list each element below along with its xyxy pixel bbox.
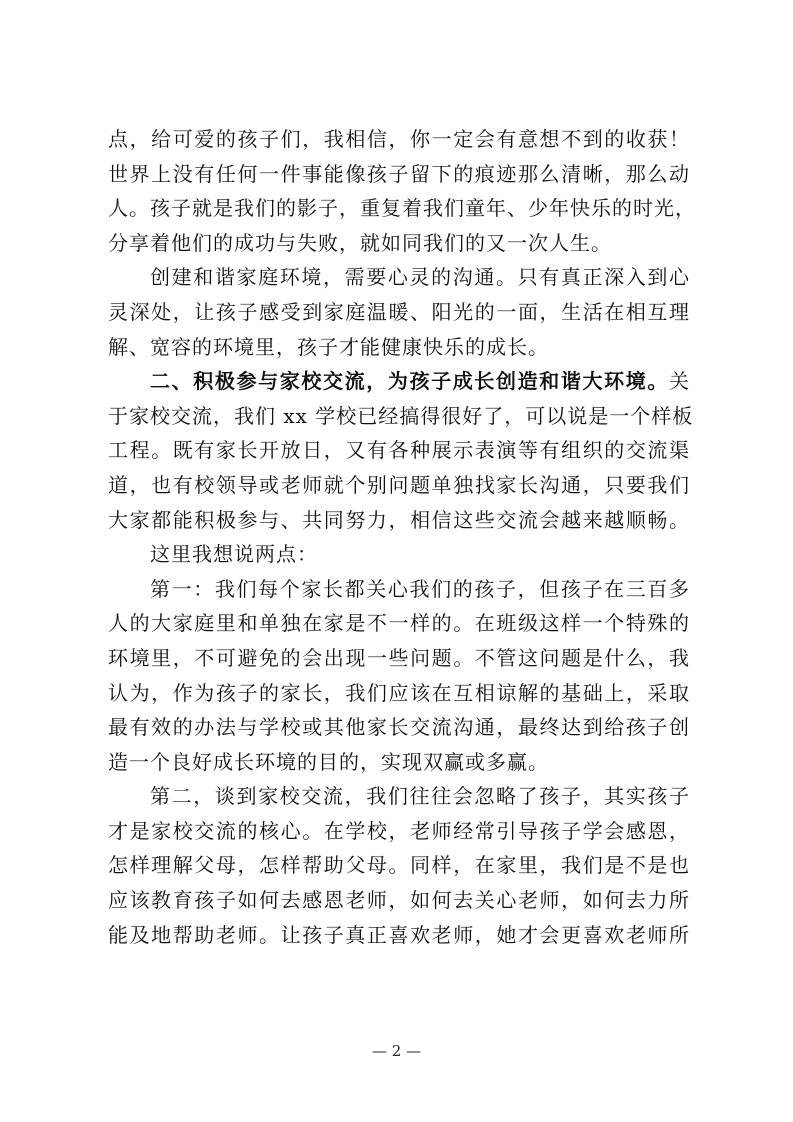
text-line: 第一：我们每个家长都关心我们的孩子，但孩子在三百多 (150, 576, 690, 601)
text-line: 灵深处，让孩子感受到家庭温暖、阳光的一面，生活在相互理 (108, 299, 690, 324)
text-line: 解、宽容的环境里，孩子才能健康快乐的成长。 (108, 334, 549, 359)
text-line: 能及地帮助老师。让孩子真正喜欢老师，她才会更喜欢老师所 (108, 922, 690, 947)
page-number: — 2 — (371, 1042, 422, 1060)
heading-continuation: 关 (669, 369, 690, 394)
text-line: 点，给可爱的孩子们，我相信，你一定会有意想不到的收获！ (108, 127, 690, 151)
text-line: 世界上没有任何一件事能像孩子留下的痕迹那么清晰，那么动 (108, 161, 690, 186)
text-line: 人的大家庭里和单独在家是不一样的。在班级这样一个特殊的 (108, 611, 690, 636)
text-line: 大家都能积极参与、共同努力，相信这些交流会越来越顺畅。 (108, 507, 690, 532)
section-heading-line (108, 364, 690, 399)
text-line: 创建和谐家庭环境，需要心灵的沟通。只有真正深入到心 (150, 265, 690, 290)
text-line: 怎样理解父母，怎样帮助父母。同样，在家里，我们是不是也 (108, 853, 690, 878)
document-body (108, 122, 696, 952)
text-line: 这里我想说两点： (150, 542, 318, 567)
text-line: 人。孩子就是我们的影子，重复着我们童年、少年快乐的时光， (108, 196, 696, 221)
text-line: 才是家校交流的核心。在学校，老师经常引导孩子学会感恩， (108, 818, 690, 843)
text-line: 应该教育孩子如何去感恩老师，如何去关心老师，如何去力所 (108, 888, 690, 913)
section-heading: 二、积极参与家校交流，为孩子成长创造和谐大环境。 (150, 369, 669, 394)
text-line: 分享着他们的成功与失败，就如同我们的又一次人生。 (108, 230, 612, 255)
text-line: 道，也有校领导或老师就个别问题单独找家长沟通，只要我们 (108, 472, 690, 497)
text-line: 最有效的办法与学校或其他家长交流沟通，最终达到给孩子创 (108, 715, 690, 740)
text-line: 工程。既有家长开放日，又有各种展示表演等有组织的交流渠 (108, 438, 690, 463)
text-line: 认为，作为孩子的家长，我们应该在互相谅解的基础上，采取 (108, 680, 690, 705)
text-line: 造一个良好成长环境的目的，实现双赢或多赢。 (108, 749, 549, 774)
text-line: 于家校交流，我们 xx 学校已经搞得很好了，可以说是一个样板 (108, 403, 694, 428)
text-line: 第二，谈到家校交流，我们往往会忽略了孩子，其实孩子 (150, 784, 690, 809)
text-line: 环境里，不可避免的会出现一些问题。不管这问题是什么，我 (108, 645, 690, 670)
